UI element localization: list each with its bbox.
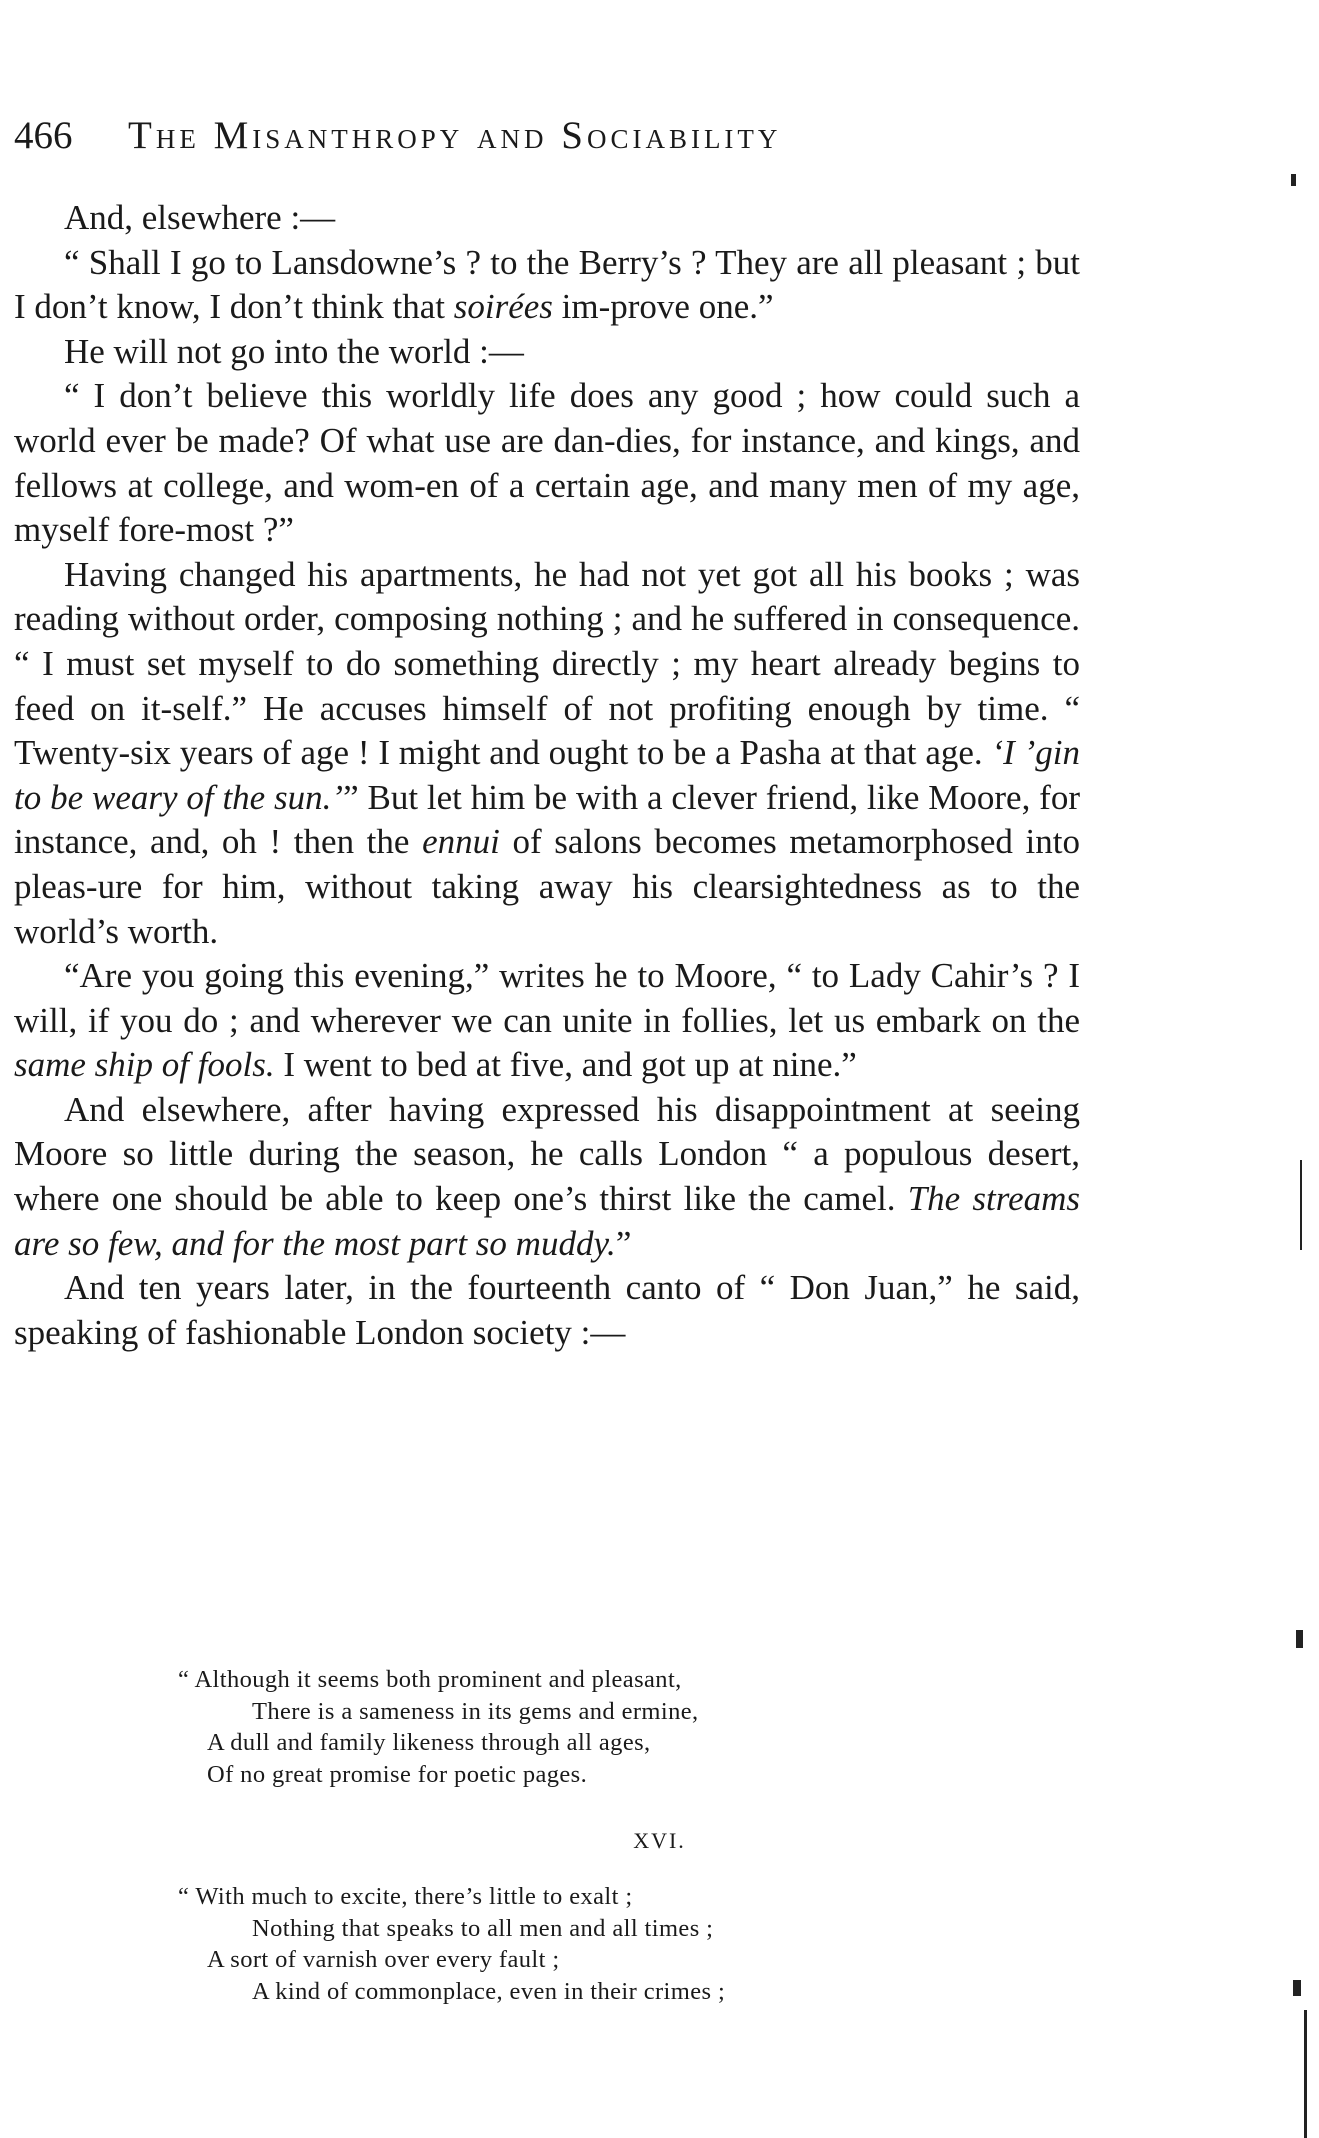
text-run: “ I don’t believe this worldly life does any good ; how could such a world ever be made? Of what use are dan-dies, for instance, and kings, and fellows at college, and wom-en of a certain age, and many men of my age, myself fore-most ?” bbox=[14, 376, 1080, 550]
verse-line: Nothing that speaks to all men and all times ; bbox=[252, 1914, 714, 1942]
italic-text: The streams are so few, and for the most part so muddy. bbox=[14, 1179, 1080, 1263]
text-run: ” But let him be with a clever friend, like Moore, for instance, and, oh ! then the bbox=[14, 777, 1080, 862]
page-edge-line bbox=[1300, 1160, 1302, 1250]
verse-stanza-1 bbox=[0, 1664, 1319, 1790]
italic-text: same ship of fools. bbox=[14, 1045, 275, 1085]
running-title: The Misanthropy and Sociability bbox=[128, 114, 782, 157]
paragraph bbox=[14, 553, 1080, 954]
verse-line: “ With much to excite, there’s little to exalt ; bbox=[178, 1883, 633, 1910]
verse-stanza-2 bbox=[0, 1881, 1319, 2007]
verse-line: A kind of commonplace, even in their crimes ; bbox=[252, 1977, 726, 2005]
text-run: of salons becomes metamorphosed into pleas-ure for him, without taking away his clearsightedness as to the world’s worth. bbox=[14, 822, 1080, 951]
text-run: I went to bed at five, and got up at nine.” bbox=[274, 1045, 857, 1085]
text-run: And, elsewhere :— bbox=[64, 198, 336, 237]
verse-line: “ Although it seems both prominent and pleasant, bbox=[178, 1666, 682, 1693]
paragraph bbox=[14, 1266, 1080, 1355]
print-speck bbox=[1291, 174, 1296, 186]
print-speck bbox=[1293, 1980, 1301, 1996]
stanza-number: XVI. bbox=[633, 1828, 686, 1853]
verse-line: There is a sameness in its gems and ermine, bbox=[252, 1697, 699, 1725]
paragraph bbox=[14, 241, 1080, 330]
page-edge-line bbox=[1304, 2010, 1307, 2138]
text-run: Having changed his apartments, he had not yet got all his books ; was reading without order, composing nothing ; and he suffered in consequence. “ I must set myself to do something directly ; my heart already begins to feed on it-self.” He accuses himself of not profiting enough by time. “ Twenty-six years of age ! I might and ought to be a Pasha at that age. bbox=[14, 554, 1080, 773]
text-run: And elsewhere, after having expressed his disappointment at seeing Moore so little during the season, he calls London “ a populous desert, where one should be able to keep one’s thirst like the camel. bbox=[14, 1089, 1080, 1219]
text-run: “Are you going this evening,” writes he to Moore, “ to Lady Cahir’s ? I will, if you do ; and wherever we can unite in follies, let us embark on the bbox=[14, 956, 1080, 1040]
verse-line: A dull and family likeness through all ages, bbox=[207, 1729, 651, 1757]
body-text bbox=[14, 196, 1080, 1355]
paragraph bbox=[14, 196, 1080, 241]
running-header bbox=[14, 112, 1014, 160]
paragraph bbox=[14, 954, 1080, 1088]
text-run: “ Shall I go to Lansdowne’s ? to the Berry’s ? They are all pleasant ; but I don’t know, I don’t think that bbox=[14, 242, 1080, 327]
italic-text: soirées bbox=[453, 287, 553, 327]
text-run: ” bbox=[615, 1223, 632, 1263]
italic-text: ennui bbox=[422, 822, 500, 862]
verse-line: A sort of varnish over every fault ; bbox=[207, 1946, 560, 1974]
text-run: He will not go into the world :— bbox=[64, 331, 524, 371]
italic-text: ‘I ’gin to be weary of the sun.’ bbox=[14, 733, 1080, 817]
page-number: 466 bbox=[14, 114, 73, 157]
paragraph bbox=[14, 374, 1080, 552]
paragraph bbox=[14, 1088, 1080, 1266]
print-speck bbox=[1296, 1630, 1303, 1648]
text-run: im-prove one.” bbox=[552, 287, 774, 327]
paragraph bbox=[14, 330, 1080, 375]
verse-line: Of no great promise for poetic pages. bbox=[207, 1760, 588, 1788]
text-run: And ten years later, in the fourteenth canto of “ Don Juan,” he said, speaking of fashionable London society :— bbox=[14, 1268, 1080, 1352]
